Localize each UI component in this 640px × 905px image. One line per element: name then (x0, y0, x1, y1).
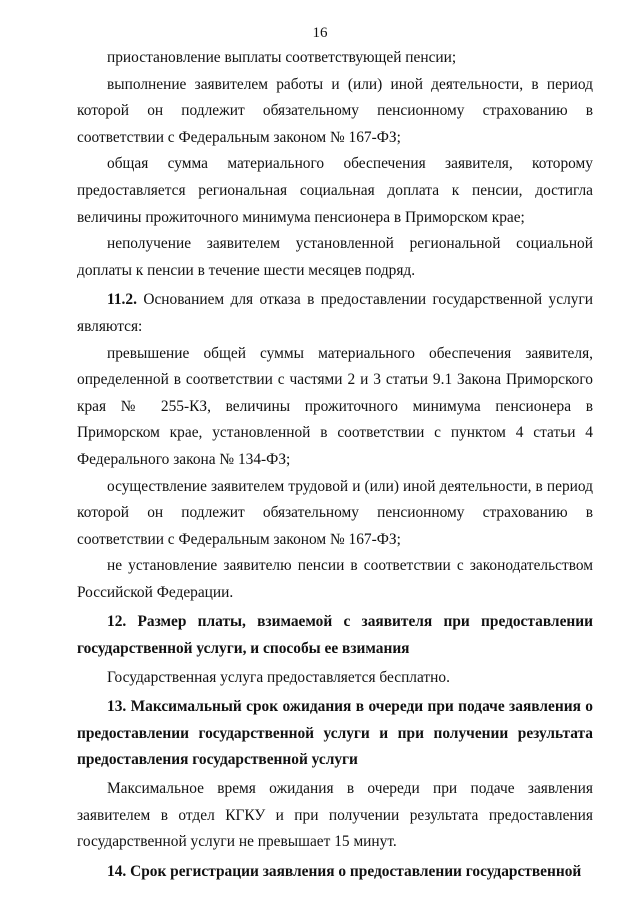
paragraph-waiting-time: Максимальное время ожидания в очереди при подаче заявления заявителем в отдел КГКУ и при получении результата предоставления государственной услуги не превышает 15 минут. (77, 780, 593, 851)
section-heading-13: 13. Максимальный срок ожидания в очереди при подаче заявления о предоставлении государственной услуги и при получении результата предоставления государственной услуги (77, 698, 593, 769)
paragraph-suspension: приостановление выплаты соответствующей пенсии; (107, 49, 457, 66)
document-body (77, 45, 593, 887)
paragraph-11-2 (77, 287, 593, 340)
page-number: 16 (312, 25, 328, 41)
paragraph-excess-amount: превышение общей суммы материального обеспечения заявителя, определенной в соответствии с частями 2 и 3 статьи 9.1 Закона Приморского края № 255-КЗ, величины прожиточного минимума пенсионера в Приморском крае, установленной в соответствии с пунктом 4 статьи 4 Федерального закона № 134-ФЗ; (77, 344, 593, 468)
paragraph-no-pension: не установление заявителю пенсии в соответствии с законодательством Российской Федерации. (77, 557, 593, 601)
paragraph-labour-activity: осуществление заявителем трудовой и (или) иной деятельности, в период которой он подлежит обязательному пенсионному страхованию в соответствии с Федеральным законом № 167-ФЗ; (77, 477, 593, 548)
section-heading-12: 12. Размер платы, взимаемой с заявителя при предоставлении государственной услуги, и способы ее взимания (77, 613, 593, 658)
paragraph-total-amount: общая сумма материального обеспечения заявителя, которому предоставляется региональная социальная доплата к пенсии, достигла величины прожиточного минимума пенсионера в Приморском крае; (77, 155, 593, 226)
clause-text-11-2: Основанием для отказа в предоставлении государственной услуги являются: (77, 291, 593, 335)
clause-number-11-2: 11.2. (107, 291, 137, 309)
paragraph-employment: выполнение заявителем работы и (или) иной деятельности, в период которой он подлежит обязательному пенсионному страхованию в соответствии с Федеральным законом № 167-ФЗ; (77, 75, 593, 146)
paragraph-non-receipt: неполучение заявителем установленной региональной социальной доплаты к пенсии в течение шести месяцев подряд. (77, 235, 593, 279)
section-heading-14: 14. Срок регистрации заявления о предоставлении государственной (107, 862, 582, 880)
paragraph-free-service: Государственная услуга предоставляется бесплатно. (107, 668, 450, 686)
